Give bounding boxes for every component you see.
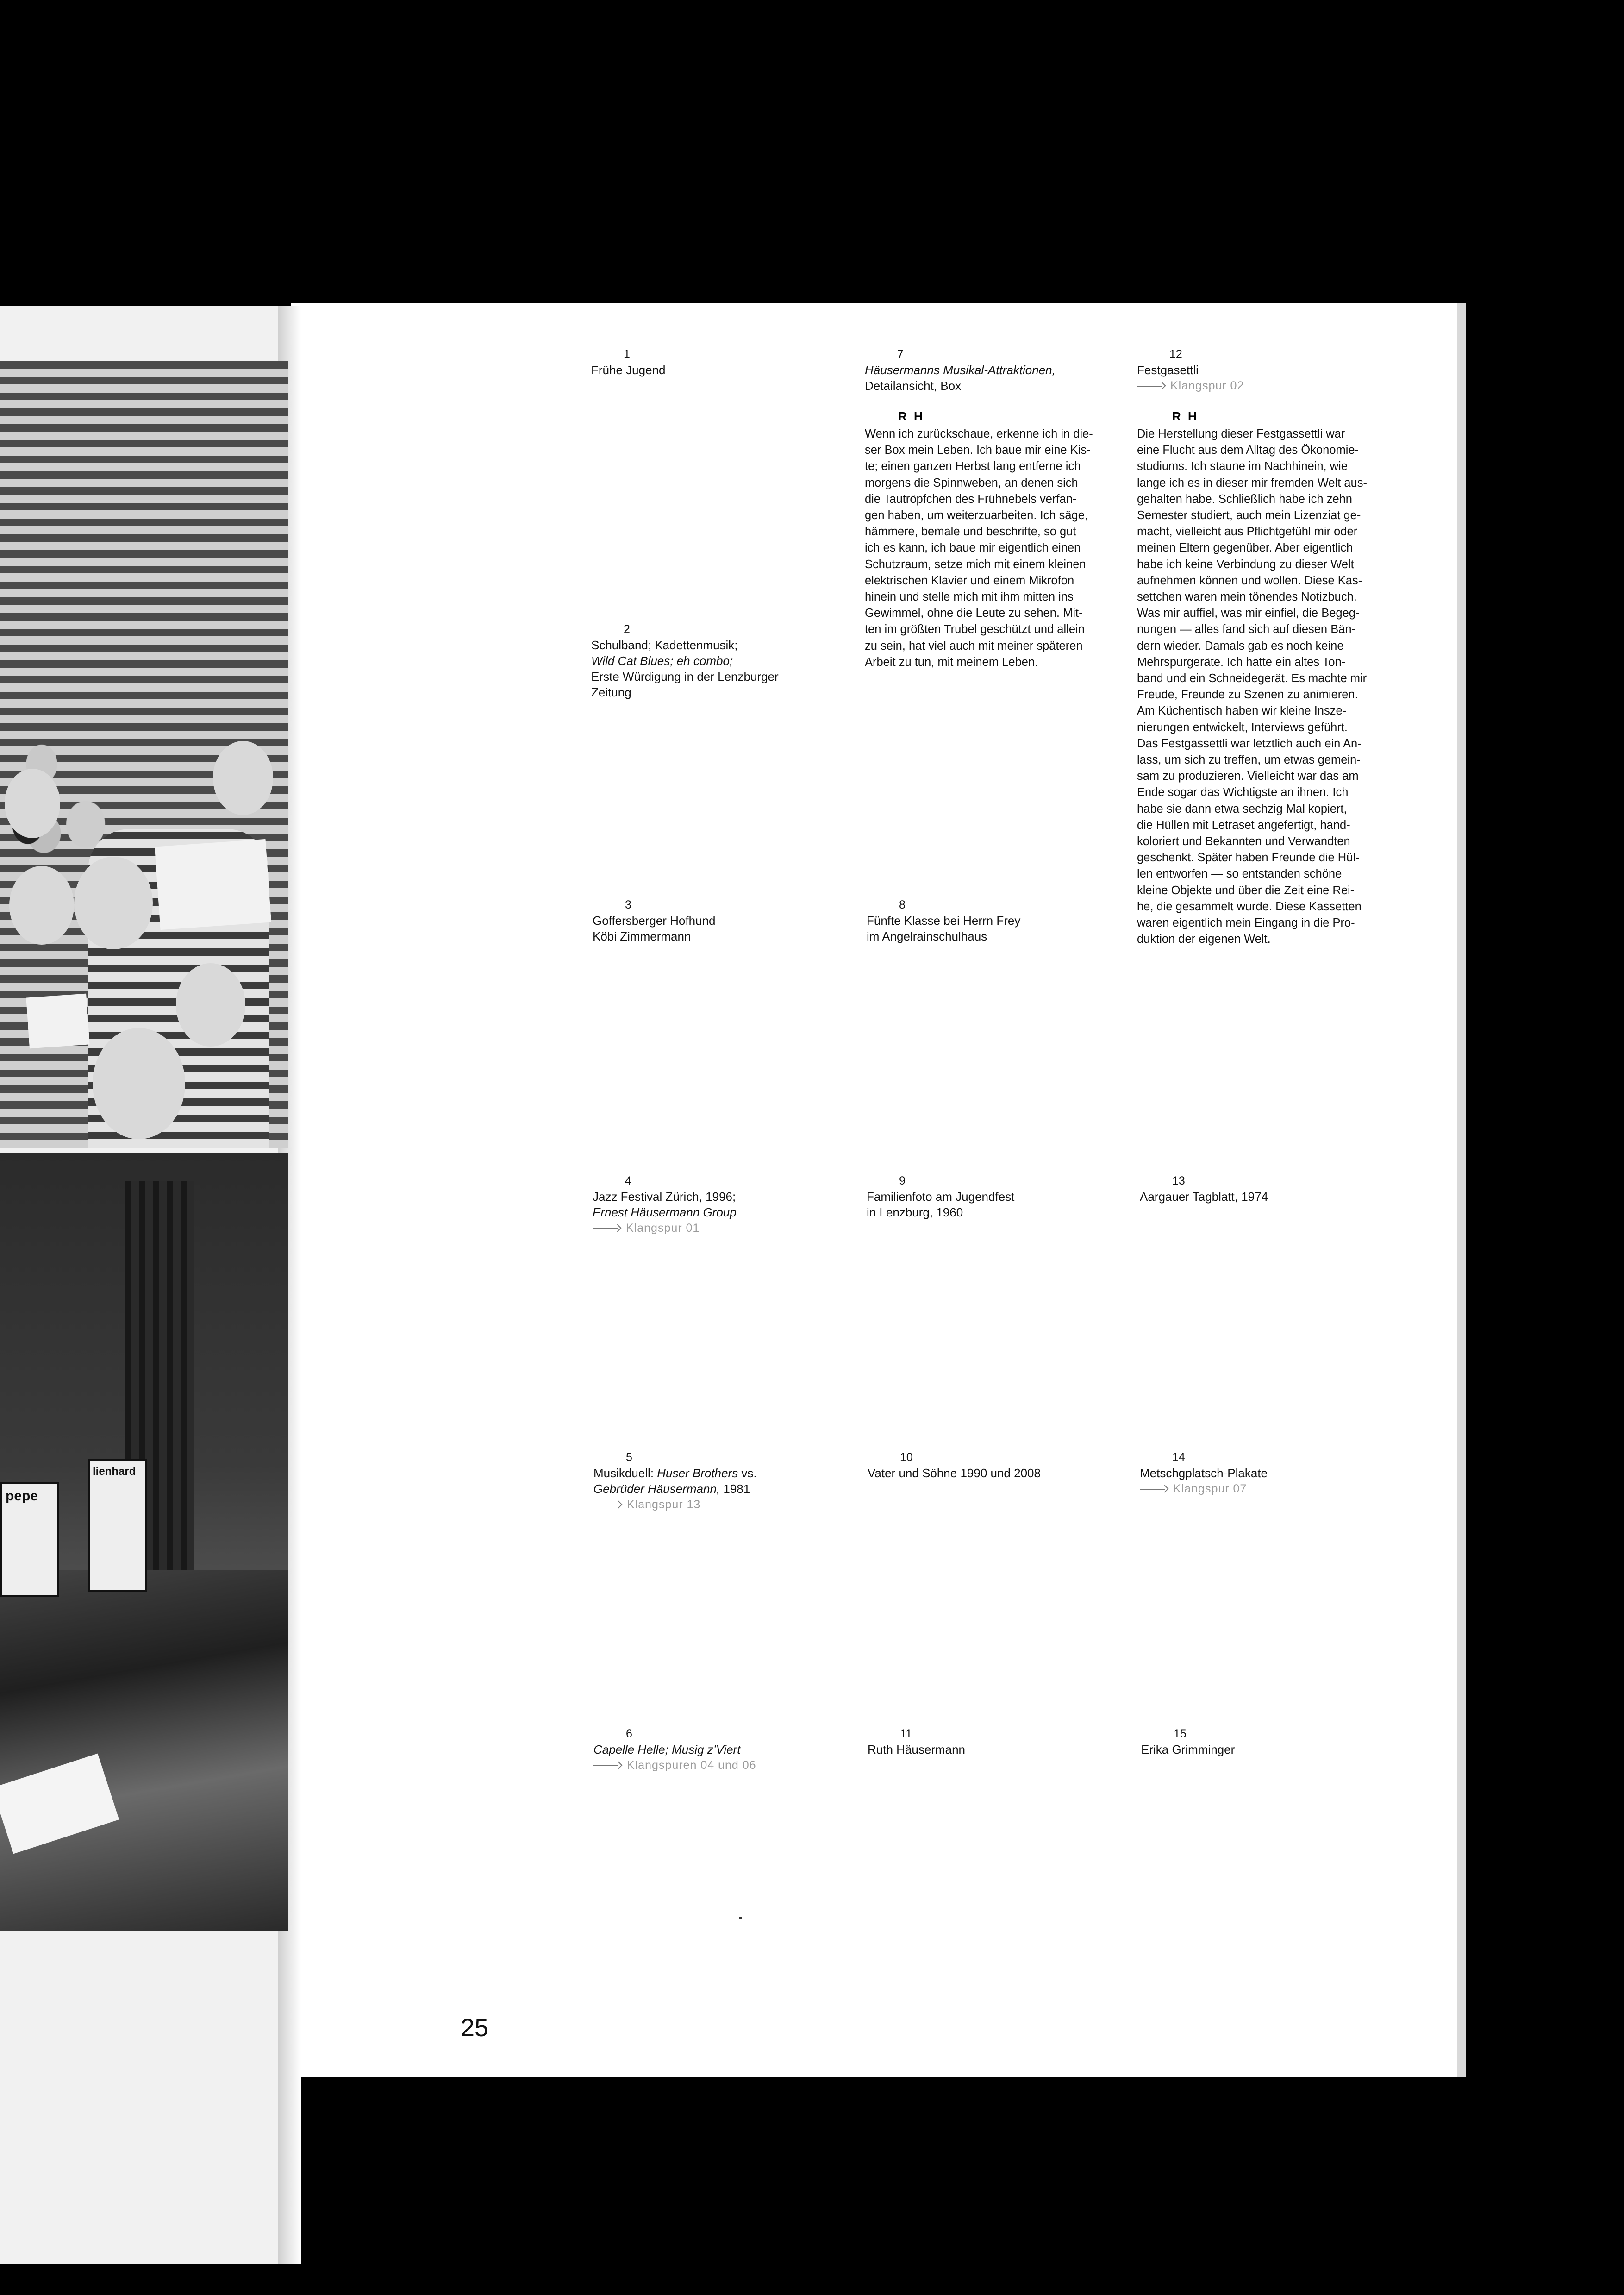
caption-3: 3 Goffersberger Hofhund Köbi Zimmermann bbox=[593, 898, 716, 943]
author-initials: R H bbox=[898, 409, 924, 423]
song-sheet bbox=[26, 994, 89, 1049]
caption-10: 10 Vater und Söhne 1990 und 2008 bbox=[868, 1451, 1041, 1480]
music-stand-right bbox=[88, 1459, 147, 1592]
caption-4: 4 Jazz Festival Zürich, 1996; Ernest Häusermann Group Klangspur 01 bbox=[593, 1173, 843, 1236]
music-stand-left bbox=[0, 1482, 59, 1597]
caption-12: 12 Festgasettli Klangspur 02 bbox=[1137, 346, 1387, 394]
dust-speck bbox=[739, 1917, 742, 1919]
author-initials: R H bbox=[1172, 409, 1199, 423]
sound-track-reference: Klangspur 07 bbox=[1173, 1482, 1247, 1495]
caption-7: 7 Häusermanns Musikal-Attraktionen, Detailansicht, Box bbox=[865, 348, 1056, 393]
choir-photo bbox=[0, 361, 288, 1148]
singer-face bbox=[93, 1028, 185, 1139]
singer-face bbox=[176, 963, 245, 1047]
essay-text-12: Die Herstellung dieser Festgassettli war eine Flucht aus dem Alltag des Ökonomie- studiums. Ich staune im Nachhinein, wie lange ich es in dieser mir fremden Welt aus- gehalten habe. Schließlich habe ich zehn Semester studiert, auch mein Lizenziat ge- macht, vielleicht aus Pflichtgefühl mir oder meinen Eltern gegenüber. Aber eigentlich habe ich keine Verbindung zu dieser Welt aufnehmen können und wollen. Diese Kas- settchen waren mein tönendes Notizbuch. Was mir auffiel, was mir einfiel, die Begeg- nungen — alles fand sich auf diesen Bän- dern wieder. Damals gab es noch keine Mehrspurgeräte. Ich hatte ein altes Ton- band und ein Schneidegerät. Es machte mir Freude, Freunde zu Szenen zu animieren. Am Küchentisch haben wir kleine Insze- nierungen entwickelt, Interviews geführt. Das Festgassettli war letztlich auch ein An- lass, um sich zu treffen, um etwas gemein- sam zu produzieren. Vielleicht war das am Ende sogar das Wichtigste an ihnen. Ich habe sie dann etwa sechzig Mal kopiert, die Hüllen mit Letraset angefertigt, hand- koloriert und Bekannten und Verwandten geschenkt. Später haben Freunde die Hül- len entworfen — so entstanden schöne kleine Objekte und über die Zeit eine Rei- he, die gesammelt wurde. Diese Kassetten waren eigentlich mein Eingang in die Pro- duktion der eigenen Welt. bbox=[1137, 427, 1367, 946]
sound-track-reference: Klangspuren 04 und 06 bbox=[627, 1759, 756, 1772]
caption-13: 13 Aargauer Tagblatt, 1974 bbox=[1140, 1174, 1268, 1204]
singer-face bbox=[9, 866, 74, 945]
singer-face bbox=[213, 741, 273, 815]
singer-face bbox=[5, 769, 60, 838]
caption-14: 14 Metschgplatsch-Plakate Klangspur 07 bbox=[1140, 1449, 1390, 1497]
caption-6: 6 Capelle Helle; Musig z’Viert Klangspuren 04 und 06 bbox=[593, 1726, 843, 1773]
caption-9: 9 Familienfoto am Jugendfest in Lenzburg, 1960 bbox=[867, 1174, 1015, 1219]
caption-2: 2 Schulband; Kadettenmusik; Wild Cat Blues; eh combo; Erste Würdigung in der Lenzburger Zeitung bbox=[591, 623, 779, 699]
caption-15: 15 Erika Grimminger bbox=[1141, 1727, 1235, 1756]
song-sheet bbox=[155, 839, 271, 930]
caption-1: 1 Frühe Jugend bbox=[591, 348, 666, 377]
essay-text-7: Wenn ich zurückschaue, erkenne ich in die- ser Box mein Leben. Ich baue mir eine Kis- te; einen ganzen Herbst lang entferne ich morgens die Spinnweben, an denen sich die Tautröpfchen des Frühnebels verfan- gen haben, um weiterzuarbeiten. Ich säge, hämmere, bemale und beschrifte, so gut ich es kann, ich baue mir eigentlich einen Schutzraum, setze mich mit einem kleinen elektrischen Klavier und einem Mikrofon hinein und stelle mich mit ihm mitten ins Gewimmel, ohne die Leute zu sehen. Mit- ten im größten Trubel geschützt und allein zu sein, hat viel auch mit meiner späteren Arbeit zu tun, mit meinem Leben. bbox=[865, 427, 1093, 669]
sound-track-reference: Klangspur 01 bbox=[626, 1222, 700, 1235]
stage-photo bbox=[0, 1153, 288, 1931]
sound-track-reference: Klangspur 13 bbox=[627, 1498, 701, 1511]
caption-5: 5 Musikduell: Huser Brothers vs. Gebrüder Häusermann, 1981 Klangspur 13 bbox=[593, 1449, 843, 1512]
stage-floor bbox=[0, 1570, 288, 1931]
singer-face bbox=[74, 857, 153, 949]
page-number: 25 bbox=[461, 2014, 489, 2042]
stand-label-right: lienhard bbox=[93, 1465, 136, 1478]
sound-track-reference: Klangspur 02 bbox=[1170, 379, 1244, 392]
caption-11: 11 Ruth Häusermann bbox=[868, 1727, 965, 1756]
stand-label-left: pepe bbox=[6, 1488, 38, 1504]
caption-8: 8 Fünfte Klasse bei Herrn Frey im Angelrainschulhaus bbox=[867, 898, 1021, 943]
